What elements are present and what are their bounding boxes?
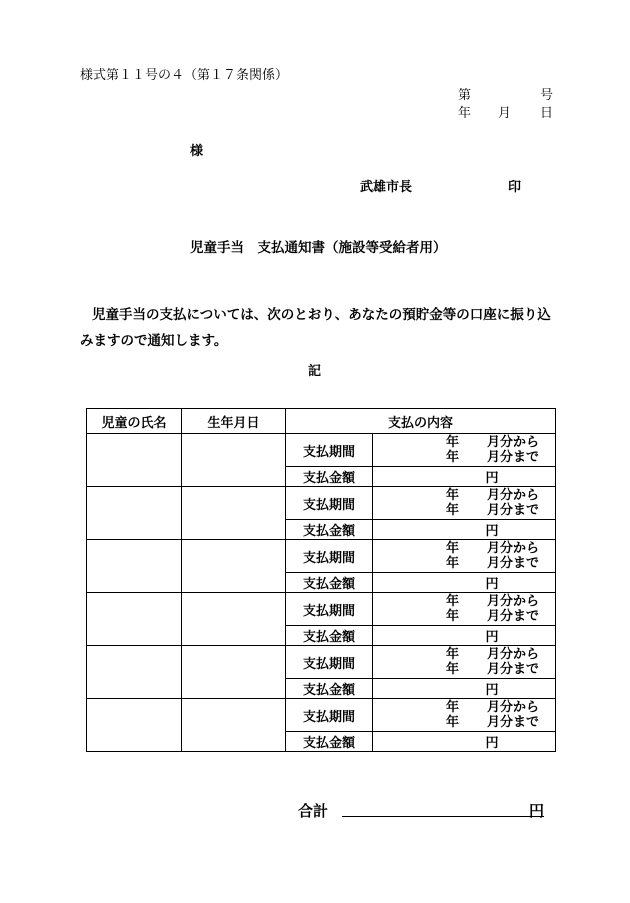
period-year-to: 年 [445,450,459,465]
period-month-to: 月分まで [486,556,539,571]
period-label-cell: 支払期間 [286,646,373,679]
period-value-cell [373,699,556,732]
header-payment-content: 支払の内容 [286,409,556,434]
amount-value-cell [373,520,556,540]
period-month-from: 月分から [486,435,539,450]
date-day-label: 日 [540,106,554,121]
amount-yen-unit: 円 [485,577,499,592]
date-year-label: 年 [458,106,472,121]
amount-yen-unit: 円 [485,736,499,751]
period-value-cell [373,646,556,679]
addressee-honorific: 様 [190,144,204,159]
period-year-from: 年 [445,435,459,450]
form-number: 様式第１１号の４（第１７条関係） [80,68,289,83]
period-value-cell [373,487,556,520]
period-value-cell [373,540,556,573]
period-year-to: 年 [445,715,459,730]
amount-value-cell [373,732,556,752]
amount-value-cell [373,626,556,646]
amount-yen-unit: 円 [485,471,499,486]
birth-date-cell [182,646,286,699]
document-number-label: 第 [458,88,472,103]
amount-label-cell: 支払金額 [286,467,373,487]
period-label-cell: 支払期間 [286,593,373,626]
total-label: 合計 [298,802,329,820]
period-year-to: 年 [445,503,459,518]
date-month-label: 月 [498,106,512,121]
table-row-period [87,434,556,467]
issuer-name: 武雄市長 [360,180,413,195]
header-child-name: 児童の氏名 [87,409,182,434]
birth-date-cell [182,699,286,752]
period-month-from: 月分から [486,541,539,556]
period-year-from: 年 [445,700,459,715]
period-month-to: 月分まで [486,450,539,465]
amount-value-cell [373,573,556,593]
period-year-from: 年 [445,647,459,662]
table-row-period [87,540,556,573]
period-year-from: 年 [445,594,459,609]
document-title: 児童手当 支払通知書（施設等受給者用） [190,240,447,256]
table-row-period [87,487,556,520]
period-label-cell: 支払期間 [286,540,373,573]
period-month-from: 月分から [486,700,539,715]
child-name-cell [87,540,182,593]
child-name-cell [87,699,182,752]
birth-date-cell [182,593,286,646]
period-year-to: 年 [445,662,459,677]
table-row-period [87,646,556,679]
period-label-cell: 支払期間 [286,434,373,467]
birth-date-cell [182,540,286,593]
period-year-from: 年 [445,488,459,503]
header-birth-date: 生年月日 [182,409,286,434]
total-yen-unit: 円 [529,802,545,820]
period-label-cell: 支払期間 [286,487,373,520]
amount-value-cell [373,679,556,699]
period-month-to: 月分まで [486,715,539,730]
birth-date-cell [182,487,286,540]
period-month-to: 月分まで [486,503,539,518]
notice-body-text: 児童手当の支払については、次のとおり、あなたの預貯金等の口座に振り込みますので通知します。 [80,307,551,349]
period-month-from: 月分から [486,647,539,662]
document-number-suffix: 号 [540,88,554,103]
period-year-to: 年 [445,609,459,624]
period-year-to: 年 [445,556,459,571]
period-month-from: 月分から [486,594,539,609]
amount-label-cell: 支払金額 [286,732,373,752]
child-name-cell [87,434,182,487]
payment-table [86,408,556,752]
period-value-cell [373,434,556,467]
amount-label-cell: 支払金額 [286,626,373,646]
amount-label-cell: 支払金額 [286,679,373,699]
birth-date-cell [182,434,286,487]
period-label-cell: 支払期間 [286,699,373,732]
ki-note-mark: 記 [308,364,322,379]
total-amount-line [342,816,544,817]
period-month-to: 月分まで [486,662,539,677]
amount-yen-unit: 円 [485,683,499,698]
amount-label-cell: 支払金額 [286,520,373,540]
period-month-from: 月分から [486,488,539,503]
amount-yen-unit: 円 [485,524,499,539]
period-month-to: 月分まで [486,609,539,624]
seal-mark: 印 [508,180,522,195]
amount-label-cell: 支払金額 [286,573,373,593]
period-year-from: 年 [445,541,459,556]
table-row-period [87,593,556,626]
child-name-cell [87,646,182,699]
child-name-cell [87,593,182,646]
amount-value-cell [373,467,556,487]
period-value-cell [373,593,556,626]
amount-yen-unit: 円 [485,630,499,645]
table-row-period [87,699,556,732]
table-header-row [87,409,556,434]
child-name-cell [87,487,182,540]
